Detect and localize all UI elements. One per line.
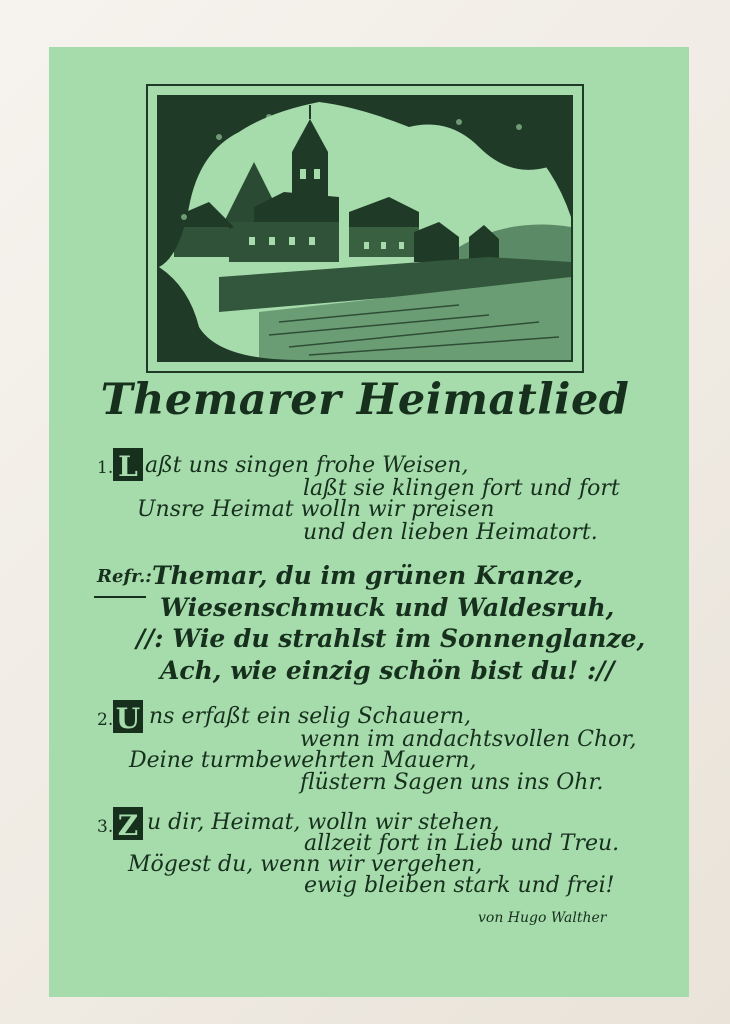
verse-3-line-1: u dir, Heimat, wolln wir stehen, (147, 810, 500, 835)
verse-1-line-1: aßt uns singen frohe Weisen, (145, 453, 469, 478)
verse-2-line-3: Deine turmbewehrten Mauern, (129, 748, 477, 773)
illustration-frame (146, 84, 584, 373)
verse-3-line-2: allzeit fort in Lieb und Treu. (304, 831, 620, 856)
verse-2-initial: U (113, 700, 143, 733)
town-river-illustration (157, 95, 573, 362)
refrain-line-1: Themar, du im grünen Kranze, (152, 561, 583, 590)
refrain-label: Refr.: (97, 566, 152, 587)
refrain-underline (94, 596, 146, 598)
verse-2-line-2: wenn im andachtsvollen Chor, (300, 727, 637, 752)
refrain-line-4: Ach, wie einzig schön bist du! :// (160, 656, 615, 685)
refrain-line-2: Wiesenschmuck und Waldesruh, (160, 593, 615, 622)
verse-1-line-3: Unsre Heimat wolln wir preisen (137, 497, 495, 522)
verse-3-number: 3. (97, 817, 114, 837)
verse-1-number: 1. (97, 458, 114, 478)
verse-3-initial: Z (113, 807, 143, 840)
refrain-line-3: //: Wie du strahlst im Sonnenglanze, (136, 624, 646, 653)
verse-1-line-2: laßt sie klingen fort und fort (303, 476, 620, 501)
song-title: Themarer Heimatlied (100, 375, 630, 425)
verse-2-line-1: ns erfaßt ein selig Schauern, (149, 704, 471, 729)
verse-1-initial: L (113, 448, 143, 481)
author-credit: von Hugo Walther (478, 910, 607, 926)
verse-2-number: 2. (97, 710, 114, 730)
verse-1-line-4: und den lieben Heimatort. (303, 520, 598, 545)
verse-3-line-3: Mögest du, wenn wir vergehen, (128, 852, 483, 877)
verse-3-line-4: ewig bleiben stark und frei! (304, 873, 615, 898)
verse-2-line-4: flüstern Sagen uns ins Ohr. (300, 770, 604, 795)
